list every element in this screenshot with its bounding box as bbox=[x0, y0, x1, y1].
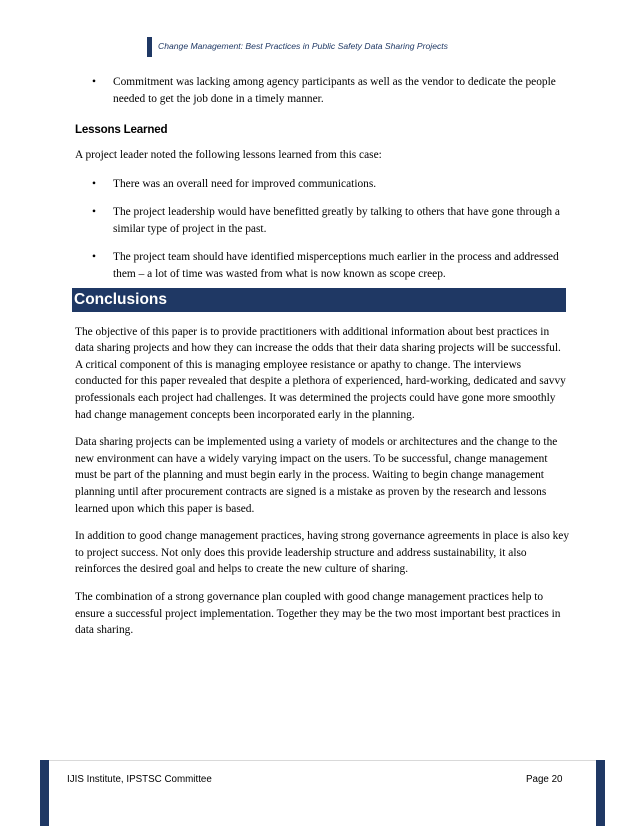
header-title: Change Management: Best Practices in Public Safety Data Sharing Projects bbox=[158, 41, 448, 51]
bullet-icon: • bbox=[92, 205, 96, 218]
conclusions-paragraph: The combination of a strong governance plan coupled with good change management practices help to ensure a successful project implementation. Together they may be the two most important best practices in data sharing. bbox=[75, 590, 561, 637]
list-item bbox=[75, 176, 570, 193]
bullet-icon: • bbox=[92, 76, 96, 88]
bullet-text: The project leadership would have benefitted greatly by talking to others that have gone through a similar type of project in the past. bbox=[113, 205, 560, 235]
page-number: Page 20 bbox=[526, 774, 563, 785]
page-header bbox=[147, 37, 607, 57]
page-content bbox=[75, 74, 570, 639]
conclusions-paragraph: The objective of this paper is to provide practitioners with additional information about best practices in data sharing projects and how they can increase the odds that their data sharing projects will be successful. A critical component of this is managing employee resistance or apathy to change. The interviews conducted for this paper revealed that despite a plethora of experienced, hard-working, dedicated and savvy professionals each project had challenges. It was determined the projects could have gone more smoothly had change management concepts been incorporated early in the planning. bbox=[75, 325, 566, 421]
header-accent-bar bbox=[147, 37, 152, 57]
footer-right-accent-bar bbox=[596, 760, 605, 826]
lessons-learned-heading: Lessons Learned bbox=[75, 123, 168, 136]
conclusions-paragraph: In addition to good change management practices, having strong governance agreements in place is also key to project success. Not only does this provide leadership structure and address sustainability, it also reinforces the desired goal and helps to create the new culture of sharing. bbox=[75, 530, 570, 576]
bullet-icon: • bbox=[92, 177, 96, 190]
footer-divider bbox=[40, 760, 605, 761]
bullet-text: There was an overall need for improved communications. bbox=[113, 177, 377, 190]
bullet-text: The project team should have identified misperceptions much earlier in the process and addressed them – a lot of time was wasted from what is now known as scope creep. bbox=[113, 250, 559, 280]
bullet-icon: • bbox=[92, 250, 96, 263]
list-item bbox=[75, 204, 570, 238]
footer-left-accent-bar bbox=[40, 760, 49, 826]
list-item bbox=[75, 74, 570, 108]
conclusions-heading: Conclusions bbox=[72, 288, 566, 312]
conclusions-paragraph: Data sharing projects can be implemented using a variety of models or architectures and the change to the new environment can have a widely varying impact on the users. To be successful, change management must be part of the planning and must begin early in the process. Waiting to begin change management planning until after procurement contracts are signed is a mistake as proven by the research and lessons learned upon which this paper is based. bbox=[75, 436, 558, 515]
lessons-intro: A project leader noted the following lessons learned from this case: bbox=[75, 149, 382, 161]
bullet-text: Commitment was lacking among agency participants as well as the vendor to dedicate the people needed to get the job done in a timely manner. bbox=[113, 76, 556, 105]
footer-organization: IJIS Institute, IPSTSC Committee bbox=[67, 774, 212, 785]
list-item bbox=[75, 249, 570, 283]
